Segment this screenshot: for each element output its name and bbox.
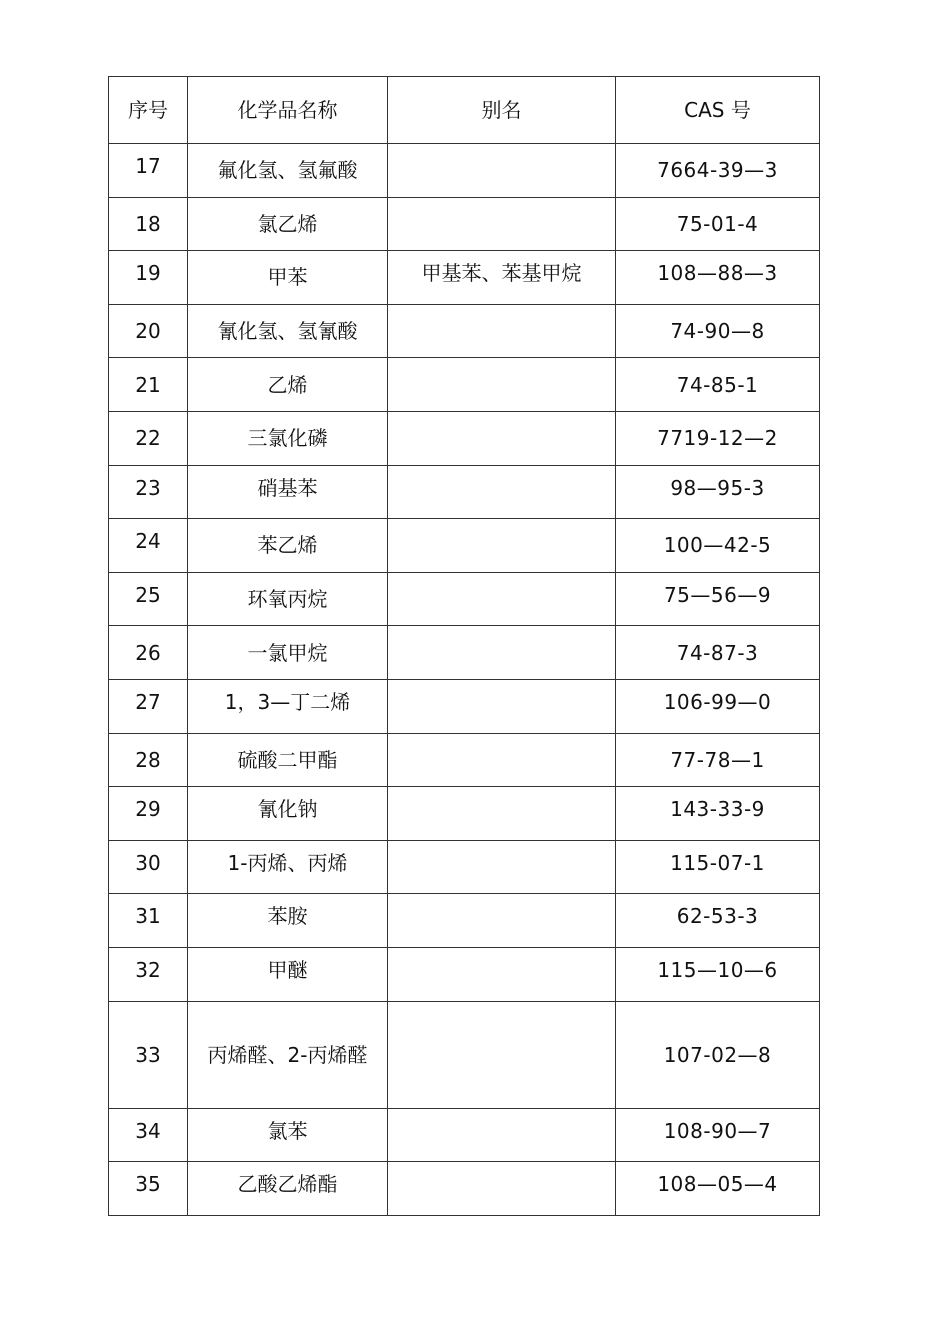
cell-alias	[388, 465, 616, 519]
cell-alias	[388, 894, 616, 948]
table-row	[109, 733, 820, 787]
chemical-table	[108, 76, 820, 1216]
table-row	[109, 894, 820, 948]
header-chemical-name: 化学品名称	[188, 77, 388, 144]
cell-cas-number: 77-78—1	[616, 733, 820, 787]
cell-cas-number: 62-53-3	[616, 894, 820, 948]
table-row	[109, 1001, 820, 1108]
cell-chemical-name: 环氧丙烷	[188, 572, 388, 626]
table-row	[109, 144, 820, 198]
cell-serial-number: 24	[109, 519, 188, 573]
header-serial-number: 序号	[109, 77, 188, 144]
table-row	[109, 197, 820, 251]
cell-cas-number: 143-33-9	[616, 787, 820, 841]
cell-chemical-name: 甲醚	[188, 947, 388, 1001]
cell-chemical-name: 氰化氢、氢氰酸	[188, 304, 388, 358]
cell-chemical-name: 1-丙烯、丙烯	[188, 840, 388, 894]
cell-chemical-name: 氟化氢、氢氟酸	[188, 144, 388, 198]
cell-chemical-name: 丙烯醛、2-丙烯醛	[188, 1001, 388, 1108]
cell-cas-number: 74-87-3	[616, 626, 820, 680]
cell-alias	[388, 787, 616, 841]
table-row	[109, 679, 820, 733]
table-row	[109, 572, 820, 626]
table-row	[109, 1108, 820, 1162]
cell-cas-number: 108-90—7	[616, 1108, 820, 1162]
cell-cas-number: 7719-12—2	[616, 411, 820, 465]
cell-alias	[388, 358, 616, 412]
cell-serial-number: 27	[109, 679, 188, 733]
cell-serial-number: 33	[109, 1001, 188, 1108]
cell-alias	[388, 144, 616, 198]
cell-alias	[388, 626, 616, 680]
cell-serial-number: 29	[109, 787, 188, 841]
cell-cas-number: 115—10—6	[616, 947, 820, 1001]
cell-chemical-name: 苯胺	[188, 894, 388, 948]
cell-chemical-name: 1，3—丁二烯	[188, 679, 388, 733]
cell-chemical-name: 氯苯	[188, 1108, 388, 1162]
cell-cas-number: 75—56—9	[616, 572, 820, 626]
cell-cas-number: 7664-39—3	[616, 144, 820, 198]
cell-cas-number: 75-01-4	[616, 197, 820, 251]
cell-cas-number: 115-07-1	[616, 840, 820, 894]
cell-serial-number: 31	[109, 894, 188, 948]
cell-serial-number: 23	[109, 465, 188, 519]
cell-serial-number: 20	[109, 304, 188, 358]
cell-alias	[388, 411, 616, 465]
cell-chemical-name: 三氯化磷	[188, 411, 388, 465]
cell-cas-number: 98—95-3	[616, 465, 820, 519]
cell-alias	[388, 840, 616, 894]
cell-alias	[388, 679, 616, 733]
cell-alias: 甲基苯、苯基甲烷	[388, 251, 616, 305]
cell-chemical-name: 苯乙烯	[188, 519, 388, 573]
cell-chemical-name: 硫酸二甲酯	[188, 733, 388, 787]
table-row	[109, 840, 820, 894]
table-row	[109, 251, 820, 305]
header-cas-number: CAS 号	[616, 77, 820, 144]
cell-chemical-name: 乙酸乙烯酯	[188, 1162, 388, 1216]
cell-alias	[388, 197, 616, 251]
cell-alias	[388, 519, 616, 573]
cell-alias	[388, 1162, 616, 1216]
cell-alias	[388, 1108, 616, 1162]
cell-alias	[388, 304, 616, 358]
cell-cas-number: 74-90—8	[616, 304, 820, 358]
table-row	[109, 947, 820, 1001]
cell-chemical-name: 氰化钠	[188, 787, 388, 841]
table-row	[109, 626, 820, 680]
cell-cas-number: 106-99—0	[616, 679, 820, 733]
cell-chemical-name: 氯乙烯	[188, 197, 388, 251]
table-row	[109, 787, 820, 841]
document-page	[108, 76, 819, 1216]
cell-serial-number: 18	[109, 197, 188, 251]
table-row	[109, 465, 820, 519]
cell-serial-number: 19	[109, 251, 188, 305]
cell-chemical-name: 一氯甲烷	[188, 626, 388, 680]
cell-serial-number: 30	[109, 840, 188, 894]
cell-serial-number: 22	[109, 411, 188, 465]
cell-serial-number: 34	[109, 1108, 188, 1162]
cell-chemical-name: 硝基苯	[188, 465, 388, 519]
table-row	[109, 519, 820, 573]
cell-cas-number: 74-85-1	[616, 358, 820, 412]
table-row	[109, 411, 820, 465]
cell-chemical-name: 甲苯	[188, 251, 388, 305]
cell-chemical-name: 乙烯	[188, 358, 388, 412]
cell-serial-number: 35	[109, 1162, 188, 1216]
cell-cas-number: 108—05—4	[616, 1162, 820, 1216]
header-alias: 别名	[388, 77, 616, 144]
table-row	[109, 1162, 820, 1216]
cell-serial-number: 28	[109, 733, 188, 787]
cell-serial-number: 21	[109, 358, 188, 412]
cell-serial-number: 17	[109, 144, 188, 198]
cell-alias	[388, 733, 616, 787]
cell-cas-number: 108—88—3	[616, 251, 820, 305]
cell-serial-number: 25	[109, 572, 188, 626]
cell-serial-number: 26	[109, 626, 188, 680]
cell-alias	[388, 947, 616, 1001]
cell-cas-number: 100—42-5	[616, 519, 820, 573]
cell-alias	[388, 1001, 616, 1108]
table-row	[109, 304, 820, 358]
table-header-row	[109, 77, 820, 144]
table-body	[109, 144, 820, 1216]
cell-alias	[388, 572, 616, 626]
cell-serial-number: 32	[109, 947, 188, 1001]
table-row	[109, 358, 820, 412]
cell-cas-number: 107-02—8	[616, 1001, 820, 1108]
